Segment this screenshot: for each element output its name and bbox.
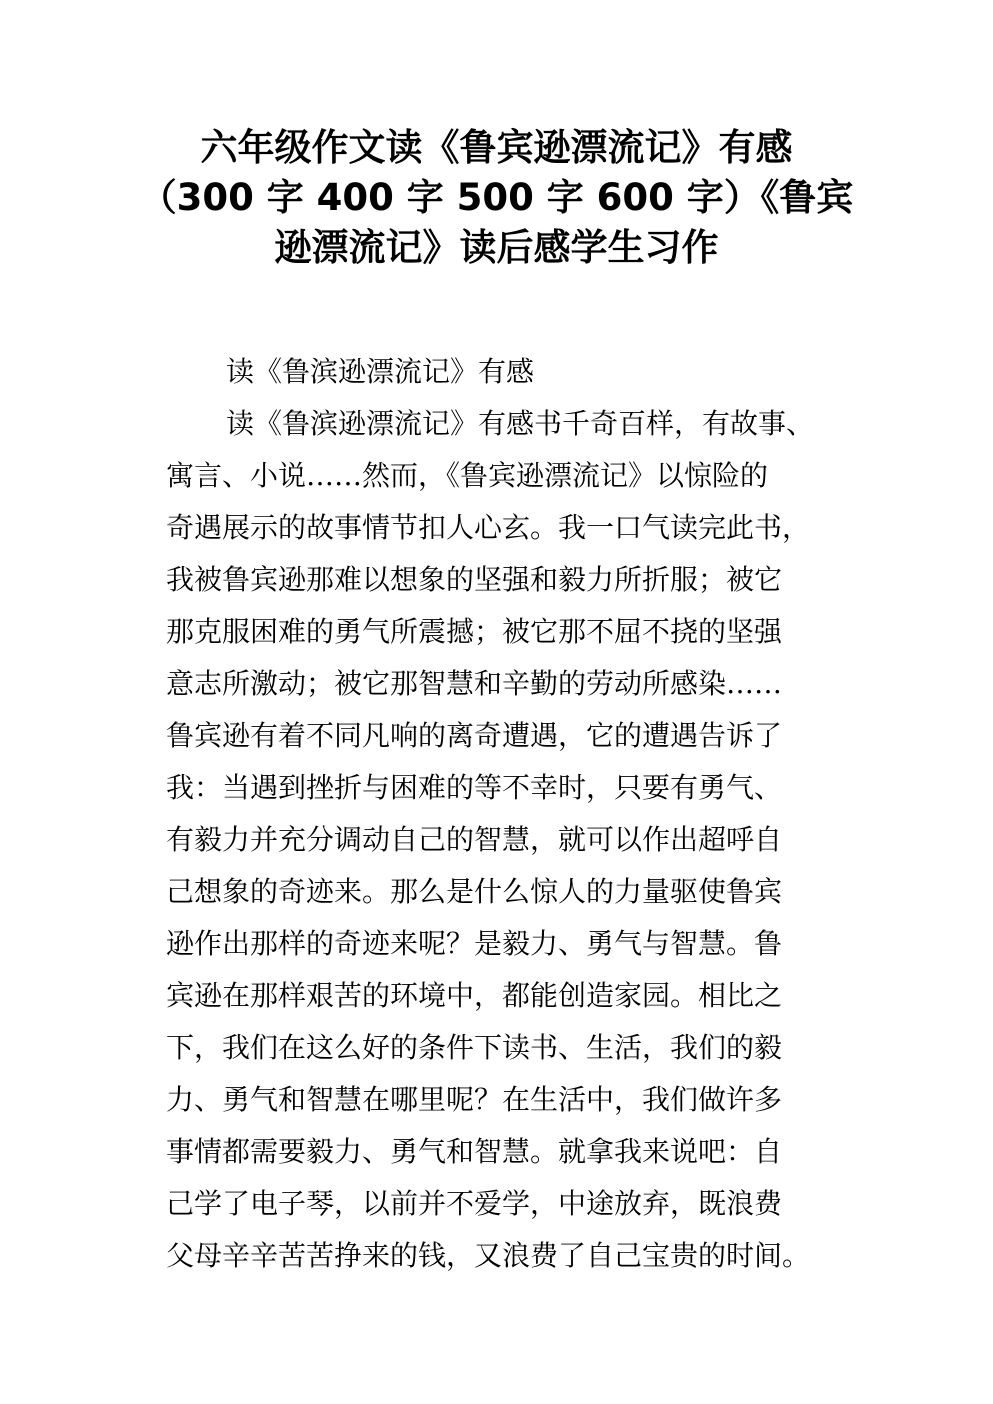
text-line: 意志所激动；被它那智慧和辛勤的劳动所感染…… bbox=[166, 667, 783, 700]
text-line: 读《鲁滨逊漂流记》有感书千奇百样，有故事、 bbox=[226, 407, 815, 440]
text-line: 事情都需要毅力、勇气和智慧。就拿我来说吧：自 bbox=[166, 1135, 783, 1168]
text-line: 我：当遇到挫折与困难的等不幸时，只要有勇气、 bbox=[166, 771, 783, 804]
text-line: 父母辛辛苦苦挣来的钱，又浪费了自己宝贵的时间。 bbox=[166, 1239, 811, 1272]
text-line: 己想象的奇迹来。那么是什么惊人的力量驱使鲁宾 bbox=[166, 875, 783, 908]
text-line: 有毅力并充分调动自己的智慧，就可以作出超呼自 bbox=[166, 823, 783, 856]
title-line: 六年级作文读《鲁宾逊漂流记》有感 bbox=[200, 126, 793, 169]
text-line: 力、勇气和智慧在哪里呢？在生活中，我们做许多 bbox=[166, 1083, 783, 1116]
title-line: （300 字 400 字 500 字 600 字）《鲁宾 bbox=[139, 176, 854, 219]
text-line: 奇遇展示的故事情节扣人心玄。我一口气读完此书， bbox=[166, 511, 811, 544]
text-line: 逊作出那样的奇迹来呢？是毅力、勇气与智慧。鲁 bbox=[166, 927, 783, 960]
text-line: 下，我们在这么好的条件下读书、生活，我们的毅 bbox=[166, 1031, 783, 1064]
document-title bbox=[0, 123, 993, 273]
text-line: 己学了电子琴，以前并不爱学，中途放弃，既浪费 bbox=[166, 1187, 783, 1220]
text-line: 寓言、小说……然而，《鲁宾逊漂流记》以惊险的 bbox=[166, 459, 769, 492]
article-heading: 读《鲁滨逊漂流记》有感 bbox=[226, 355, 535, 388]
text-line: 宾逊在那样艰苦的环境中，都能创造家园。相比之 bbox=[166, 979, 783, 1012]
text-line: 那克服困难的勇气所震撼；被它那不屈不挠的坚强 bbox=[166, 615, 783, 648]
text-line: 鲁宾逊有着不同凡响的离奇遭遇，它的遭遇告诉了 bbox=[166, 719, 783, 752]
title-line: 逊漂流记》读后感学生习作 bbox=[274, 226, 719, 269]
text-line: 我被鲁宾逊那难以想象的坚强和毅力所折服；被它 bbox=[166, 563, 783, 596]
article-body bbox=[166, 346, 866, 1282]
